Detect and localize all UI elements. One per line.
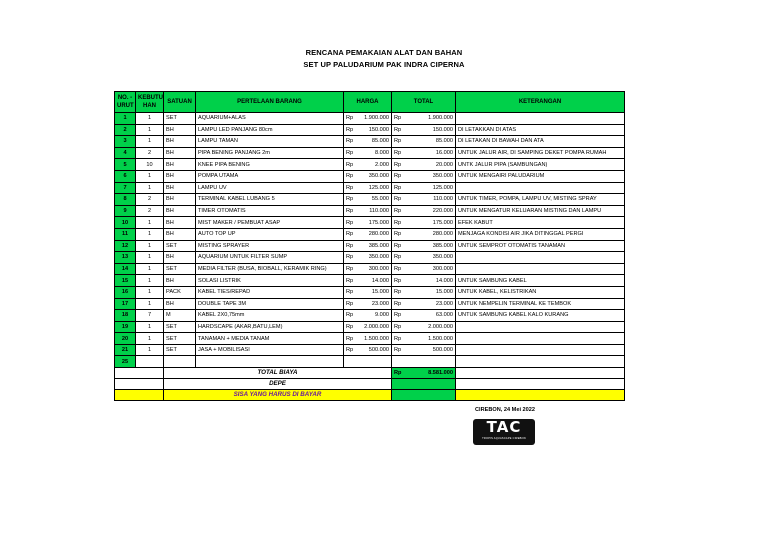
- row-number: 14: [115, 263, 136, 275]
- row-note: DI LETAKKAN DI ATAS: [456, 124, 625, 136]
- row-quantity: 1: [136, 252, 164, 264]
- sisa-label: SISA YANG HARUS DI BAYAR: [164, 390, 392, 401]
- row-total-currency: Rp: [392, 275, 403, 287]
- row-quantity: 1: [136, 298, 164, 310]
- row-total-currency: Rp: [392, 182, 403, 194]
- total-value: 8.581.000: [403, 368, 456, 379]
- row-unit: BH: [164, 228, 196, 240]
- col-header-keterangan: KETERANGAN: [456, 92, 625, 113]
- row-total-currency: Rp: [392, 240, 403, 252]
- table-row: [115, 286, 625, 298]
- row-unit: BH: [164, 194, 196, 206]
- row-unit: BH: [164, 159, 196, 171]
- row-quantity: 1: [136, 333, 164, 345]
- table-header-row: [115, 92, 625, 113]
- row-note: [456, 356, 625, 368]
- col-header-kebutuhan: KEBUTU HAN: [136, 92, 164, 113]
- table-row: [115, 275, 625, 287]
- row-number: 4: [115, 147, 136, 159]
- row-note: [456, 252, 625, 264]
- row-total: [403, 356, 456, 368]
- row-quantity: 1: [136, 321, 164, 333]
- row-quantity: 10: [136, 159, 164, 171]
- col-header-total: TOTAL: [392, 92, 456, 113]
- row-price: 23.000: [355, 298, 392, 310]
- row-unit: PACK: [164, 286, 196, 298]
- table-row: [115, 170, 625, 182]
- row-total-currency: Rp: [392, 263, 403, 275]
- row-unit: BH: [164, 170, 196, 182]
- row-unit: SET: [164, 344, 196, 356]
- row-price-currency: Rp: [344, 113, 355, 125]
- row-item: LAMPU UV: [196, 182, 344, 194]
- company-logo: [473, 419, 535, 445]
- row-item: DOUBLE TAPE 3M: [196, 298, 344, 310]
- row-price-currency: Rp: [344, 170, 355, 182]
- row-number: 25: [115, 356, 136, 368]
- row-note: UNTUK MENGATUR KELUARAN MISTING DAN LAMPU: [456, 205, 625, 217]
- row-price-currency: Rp: [344, 159, 355, 171]
- row-price-currency: Rp: [344, 240, 355, 252]
- row-total-currency: Rp: [392, 321, 403, 333]
- row-price: 1.900.000: [355, 113, 392, 125]
- row-number: 11: [115, 228, 136, 240]
- row-total: 1.500.000: [403, 333, 456, 345]
- depe-row: [115, 379, 625, 390]
- row-number: 9: [115, 205, 136, 217]
- row-item: LAMPU LED PANJANG 80cm: [196, 124, 344, 136]
- row-quantity: 1: [136, 228, 164, 240]
- row-number: 10: [115, 217, 136, 229]
- col-header-pertelaan: PERTELAAN BARANG: [196, 92, 344, 113]
- row-unit: BH: [164, 275, 196, 287]
- row-note: [456, 333, 625, 345]
- row-note: [456, 182, 625, 194]
- row-total-currency: Rp: [392, 194, 403, 206]
- table-row: [115, 333, 625, 345]
- row-price-currency: Rp: [344, 182, 355, 194]
- row-number: 18: [115, 310, 136, 322]
- row-price: 2.000.000: [355, 321, 392, 333]
- row-quantity: 1: [136, 170, 164, 182]
- row-item: AQUARIUM UNTUK FILTER SUMP: [196, 252, 344, 264]
- table-row: [115, 136, 625, 148]
- col-header-satuan: SATUAN: [164, 92, 196, 113]
- table-row: [115, 298, 625, 310]
- table-row: [115, 217, 625, 229]
- row-total: 15.000: [403, 286, 456, 298]
- row-quantity: 1: [136, 275, 164, 287]
- row-total-currency: Rp: [392, 333, 403, 345]
- row-quantity: 2: [136, 194, 164, 206]
- row-total: 150.000: [403, 124, 456, 136]
- row-item: LAMPU TAMAN: [196, 136, 344, 148]
- row-unit: SET: [164, 333, 196, 345]
- row-price: 85.000: [355, 136, 392, 148]
- row-number: 15: [115, 275, 136, 287]
- row-note: UNTUK MENGAIRI PALUDARIUM: [456, 170, 625, 182]
- row-note: [456, 321, 625, 333]
- row-unit: BH: [164, 205, 196, 217]
- row-unit: BH: [164, 217, 196, 229]
- row-unit: [164, 356, 196, 368]
- row-quantity: 2: [136, 147, 164, 159]
- col-header-no: NO. - URUT: [115, 92, 136, 113]
- row-price-currency: Rp: [344, 217, 355, 229]
- row-unit: M: [164, 310, 196, 322]
- row-total-currency: Rp: [392, 170, 403, 182]
- table-row: [115, 252, 625, 264]
- row-price-currency: Rp: [344, 275, 355, 287]
- row-quantity: 1: [136, 124, 164, 136]
- row-total: 220.000: [403, 205, 456, 217]
- row-price-currency: [344, 356, 355, 368]
- row-price-currency: Rp: [344, 147, 355, 159]
- row-item: KABEL 2X0,75mm: [196, 310, 344, 322]
- row-number: 16: [115, 286, 136, 298]
- row-quantity: 1: [136, 136, 164, 148]
- row-number: 3: [115, 136, 136, 148]
- row-number: 19: [115, 321, 136, 333]
- row-note: UNTUK NEMPELIN TERMINAL KE TEMBOK: [456, 298, 625, 310]
- row-total-currency: Rp: [392, 136, 403, 148]
- table-row: [115, 124, 625, 136]
- row-quantity: 1: [136, 217, 164, 229]
- row-note: [456, 263, 625, 275]
- row-price-currency: Rp: [344, 344, 355, 356]
- row-item: SOLASI LISTRIK: [196, 275, 344, 287]
- row-total-currency: Rp: [392, 310, 403, 322]
- row-price-currency: Rp: [344, 321, 355, 333]
- row-note: [456, 344, 625, 356]
- row-total: 300.000: [403, 263, 456, 275]
- row-total-currency: Rp: [392, 159, 403, 171]
- row-item: KABEL TIES/REPAD: [196, 286, 344, 298]
- table-row: [115, 194, 625, 206]
- row-quantity: 1: [136, 344, 164, 356]
- row-note: [456, 113, 625, 125]
- row-price: 385.000: [355, 240, 392, 252]
- row-quantity: 1: [136, 240, 164, 252]
- row-price: 14.000: [355, 275, 392, 287]
- row-note: UNTUK JALUR AIR, DI SAMPING DEKET POMPA RUMAH: [456, 147, 625, 159]
- row-price: 350.000: [355, 170, 392, 182]
- row-price: 110.000: [355, 205, 392, 217]
- row-note: UNTUK KABEL, KELISTRIKAN: [456, 286, 625, 298]
- row-total: 500.000: [403, 344, 456, 356]
- logo-text: TAC: [486, 418, 522, 436]
- row-number: 6: [115, 170, 136, 182]
- row-note: UNTUK SAMBUNG KABEL: [456, 275, 625, 287]
- row-total: 1.900.000: [403, 113, 456, 125]
- row-price: 15.000: [355, 286, 392, 298]
- row-note: UNTUK SAMBUNG KABEL KALO KURANG: [456, 310, 625, 322]
- depe-label: DEPE: [164, 379, 392, 390]
- table-row: [115, 159, 625, 171]
- row-item: AQUARIUM+ALAS: [196, 113, 344, 125]
- row-total-currency: Rp: [392, 124, 403, 136]
- row-price-currency: Rp: [344, 298, 355, 310]
- sisa-value: [392, 390, 456, 401]
- row-total: 280.000: [403, 228, 456, 240]
- row-total-currency: Rp: [392, 252, 403, 264]
- row-price-currency: Rp: [344, 263, 355, 275]
- row-total: 2.000.000: [403, 321, 456, 333]
- row-price: [355, 356, 392, 368]
- row-price: 125.000: [355, 182, 392, 194]
- row-note: DI LETAKAN DI BAWAH DAN ATA: [456, 136, 625, 148]
- table-row: [115, 147, 625, 159]
- table-row: [115, 263, 625, 275]
- row-unit: BH: [164, 298, 196, 310]
- row-unit: SET: [164, 240, 196, 252]
- row-price: 8.000: [355, 147, 392, 159]
- row-note: MENJAGA KONDISI AIR JIKA DITINGGAL PERGI: [456, 228, 625, 240]
- row-total: 85.000: [403, 136, 456, 148]
- table-row: [115, 356, 625, 368]
- depe-value: [392, 379, 456, 390]
- row-total: 14.000: [403, 275, 456, 287]
- row-unit: BH: [164, 252, 196, 264]
- row-price-currency: Rp: [344, 124, 355, 136]
- row-price-currency: Rp: [344, 136, 355, 148]
- row-price-currency: Rp: [344, 228, 355, 240]
- row-price: 9.000: [355, 310, 392, 322]
- row-number: 20: [115, 333, 136, 345]
- row-total-currency: Rp: [392, 217, 403, 229]
- row-item: AUTO TOP UP: [196, 228, 344, 240]
- table-row: [115, 344, 625, 356]
- row-price: 55.000: [355, 194, 392, 206]
- row-item: MISTING SPRAYER: [196, 240, 344, 252]
- row-price-currency: Rp: [344, 252, 355, 264]
- logo-subtext: TROPIS AQUASCAPE CIREBON: [482, 437, 526, 440]
- table-row: [115, 113, 625, 125]
- row-price: 350.000: [355, 252, 392, 264]
- row-quantity: 1: [136, 263, 164, 275]
- row-item: POMPA UTAMA: [196, 170, 344, 182]
- table-row: [115, 228, 625, 240]
- row-number: 2: [115, 124, 136, 136]
- total-currency: Rp: [392, 368, 403, 379]
- row-total-currency: Rp: [392, 205, 403, 217]
- row-unit: SET: [164, 113, 196, 125]
- row-price-currency: Rp: [344, 205, 355, 217]
- row-total: 63.000: [403, 310, 456, 322]
- row-item: KNEE PIPA BENING: [196, 159, 344, 171]
- row-total-currency: Rp: [392, 298, 403, 310]
- row-number: 5: [115, 159, 136, 171]
- document-subtitle: SET UP PALUDARIUM PAK INDRA CIPERNA: [303, 60, 465, 69]
- row-number: 21: [115, 344, 136, 356]
- table-row: [115, 321, 625, 333]
- row-quantity: 2: [136, 205, 164, 217]
- row-item: MEDIA FILTER (BUSA, BIOBALL, KERAMIK RING): [196, 263, 344, 275]
- place-date: CIREBON, 24 Mei 2022: [475, 407, 536, 413]
- row-total: 125.000: [403, 182, 456, 194]
- row-number: 17: [115, 298, 136, 310]
- table-row: [115, 205, 625, 217]
- row-total-currency: Rp: [392, 286, 403, 298]
- row-item: TANAMAN + MEDIA TANAM: [196, 333, 344, 345]
- row-price: 150.000: [355, 124, 392, 136]
- row-quantity: 7: [136, 310, 164, 322]
- row-number: 7: [115, 182, 136, 194]
- budget-table: [114, 91, 625, 401]
- row-total-currency: Rp: [392, 147, 403, 159]
- row-quantity: 1: [136, 113, 164, 125]
- row-item: PIPA BENING PANJANG 2m: [196, 147, 344, 159]
- table-row: [115, 182, 625, 194]
- total-row: [115, 368, 625, 379]
- table-row: [115, 240, 625, 252]
- row-total: 385.000: [403, 240, 456, 252]
- document-title: RENCANA PEMAKAIAN ALAT DAN BAHAN: [305, 48, 463, 57]
- row-total: 350.000: [403, 170, 456, 182]
- row-item: JASA + MOBILISASI: [196, 344, 344, 356]
- sisa-row: [115, 390, 625, 401]
- table-row: [115, 310, 625, 322]
- row-price: 280.000: [355, 228, 392, 240]
- row-unit: BH: [164, 124, 196, 136]
- row-note: UNTK JALUR PIPA (SAMBUNGAN): [456, 159, 625, 171]
- row-quantity: 1: [136, 286, 164, 298]
- row-note: UNTUK TIMER, POMPA, LAMPU UV, MISTING SPRAY: [456, 194, 625, 206]
- row-note: EFEK KABUT: [456, 217, 625, 229]
- row-item: TERMINAL KABEL LUBANG 5: [196, 194, 344, 206]
- row-unit: SET: [164, 321, 196, 333]
- row-unit: SET: [164, 263, 196, 275]
- row-price: 1.500.000: [355, 333, 392, 345]
- row-price-currency: Rp: [344, 194, 355, 206]
- row-total-currency: Rp: [392, 113, 403, 125]
- row-item: [196, 356, 344, 368]
- row-number: 1: [115, 113, 136, 125]
- row-note: UNTUK SEMPROT OTOMATIS TANAMAN: [456, 240, 625, 252]
- row-price: 175.000: [355, 217, 392, 229]
- row-total-currency: Rp: [392, 344, 403, 356]
- row-item: MIST MAKER / PEMBUAT ASAP: [196, 217, 344, 229]
- row-unit: BH: [164, 147, 196, 159]
- row-total-currency: [392, 356, 403, 368]
- row-price-currency: Rp: [344, 333, 355, 345]
- row-total: 175.000: [403, 217, 456, 229]
- row-quantity: [136, 356, 164, 368]
- row-total: 350.000: [403, 252, 456, 264]
- row-total: 20.000: [403, 159, 456, 171]
- row-item: TIMER OTOMATIS: [196, 205, 344, 217]
- row-quantity: 1: [136, 182, 164, 194]
- total-label: TOTAL BIAYA: [164, 368, 392, 379]
- row-number: 8: [115, 194, 136, 206]
- row-total: 16.000: [403, 147, 456, 159]
- row-price: 300.000: [355, 263, 392, 275]
- row-price-currency: Rp: [344, 286, 355, 298]
- row-price: 2.000: [355, 159, 392, 171]
- row-total: 23.000: [403, 298, 456, 310]
- row-item: HARDSCAPE (AKAR,BATU,LEM): [196, 321, 344, 333]
- row-number: 12: [115, 240, 136, 252]
- col-header-harga: HARGA: [344, 92, 392, 113]
- row-total: 110.000: [403, 194, 456, 206]
- row-unit: BH: [164, 182, 196, 194]
- row-price: 500.000: [355, 344, 392, 356]
- row-price-currency: Rp: [344, 310, 355, 322]
- row-unit: BH: [164, 136, 196, 148]
- row-total-currency: Rp: [392, 228, 403, 240]
- row-number: 13: [115, 252, 136, 264]
